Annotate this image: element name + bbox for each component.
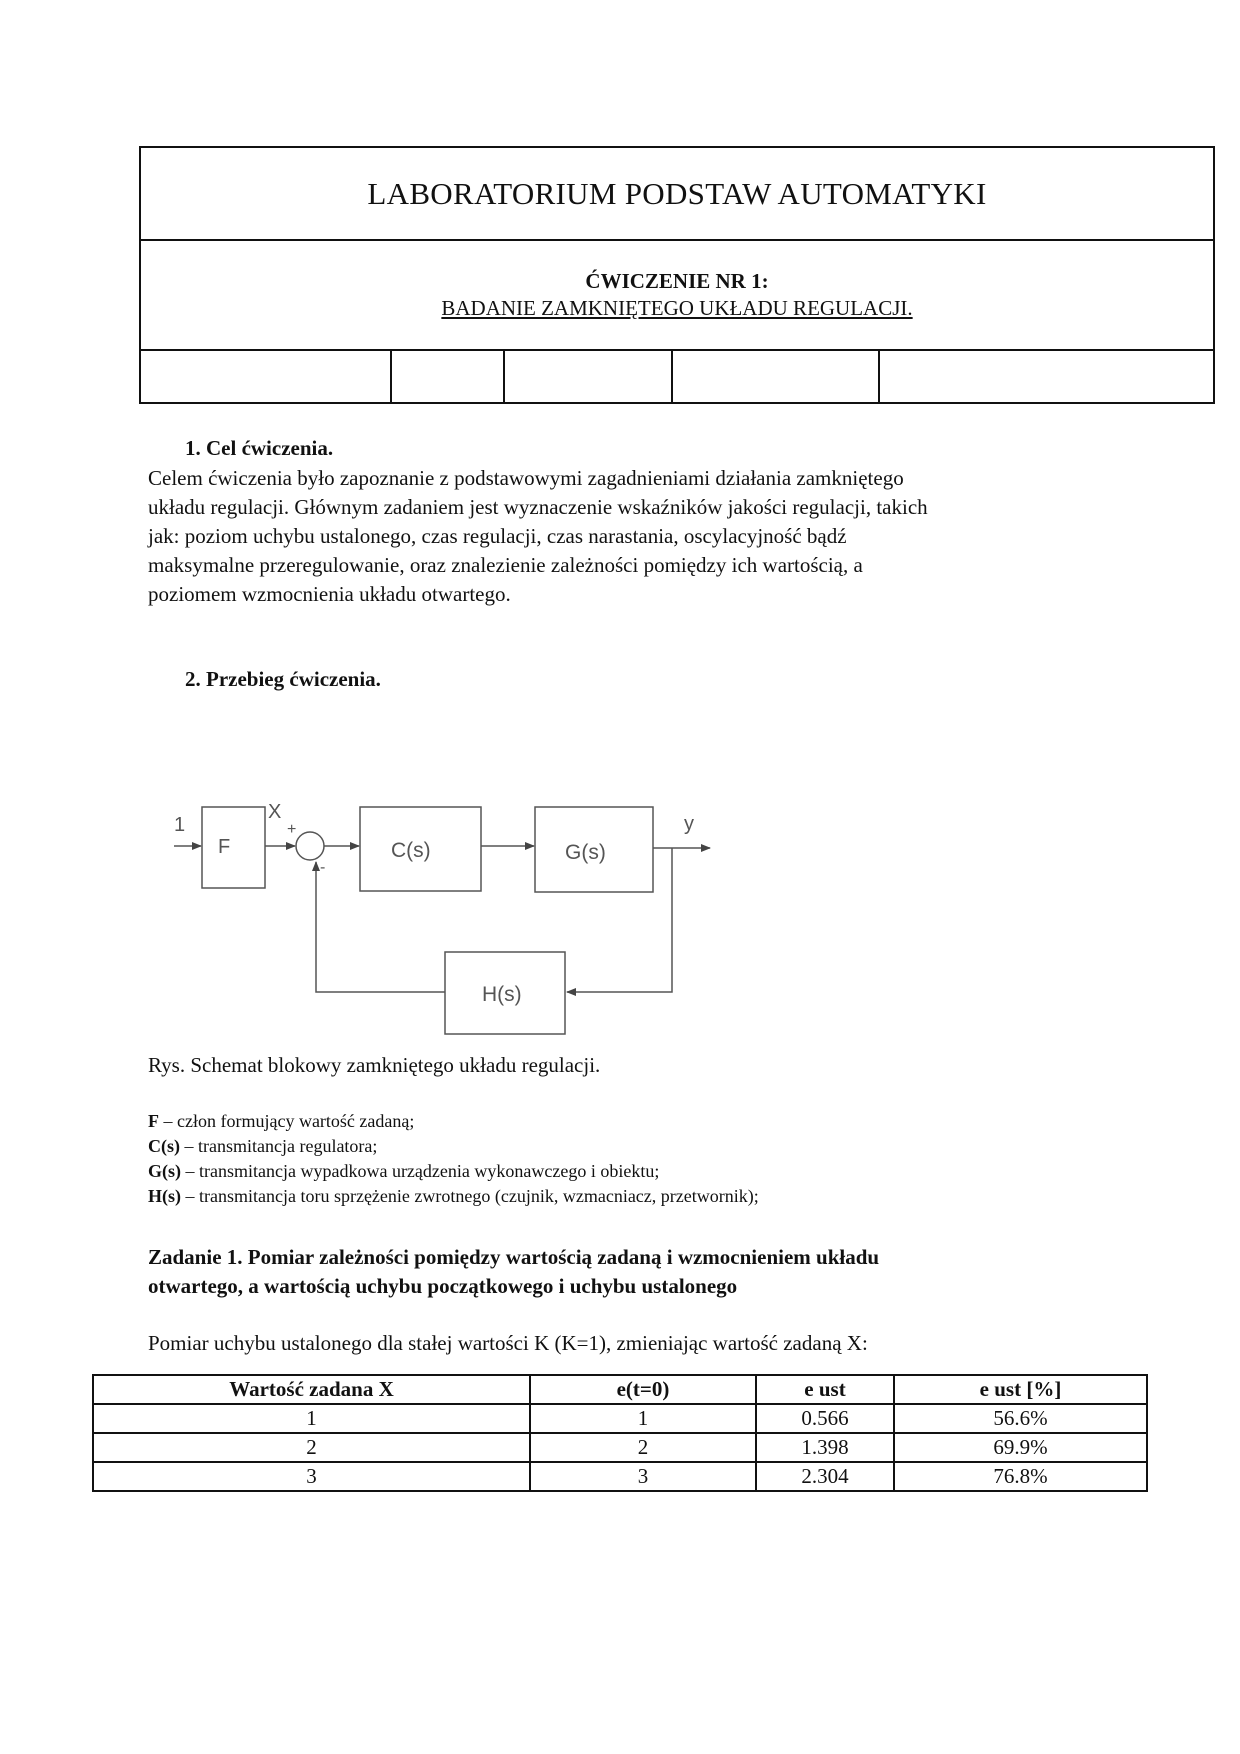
block-c-label: C(s) — [391, 839, 431, 862]
section-1-heading: 1. Cel ćwiczenia. — [185, 436, 334, 460]
legend-text: – transmitancja toru sprzężenie zwrotnego (czujnik, wzmacniacz, przetwornik); — [181, 1186, 759, 1206]
header-empty-cell — [392, 351, 505, 402]
paragraph-line: poziomem wzmocnienia układu otwartego. — [148, 582, 511, 606]
task-1-title — [148, 1243, 1198, 1301]
header-empty-cell — [505, 351, 673, 402]
table-row — [93, 1433, 1147, 1462]
input-label: 1 — [174, 814, 186, 836]
header-empty-cell — [141, 351, 392, 402]
table-cell: 1 — [93, 1404, 530, 1433]
lab-title: LABORATORIUM PODSTAW AUTOMATYKI — [141, 148, 1213, 241]
diagram-legend — [148, 1109, 1148, 1209]
legend-symbol: G(s) — [148, 1161, 181, 1181]
block-diagram — [160, 790, 740, 1040]
column-header: e ust [%] — [894, 1375, 1147, 1404]
output-label: y — [684, 813, 694, 835]
section-1-body — [148, 464, 1148, 609]
column-header: Wartość zadana X — [93, 1375, 530, 1404]
table-cell: 1.398 — [756, 1433, 894, 1462]
table-cell: 2 — [530, 1433, 756, 1462]
exercise-number: ĆWICZENIE NR 1: — [585, 269, 769, 293]
document-header — [139, 146, 1215, 404]
block-f — [202, 807, 265, 888]
table-cell: 0.566 — [756, 1404, 894, 1433]
summing-junction — [296, 832, 324, 860]
column-header: e(t=0) — [530, 1375, 756, 1404]
table-row — [93, 1462, 1147, 1491]
legend-item — [148, 1134, 1148, 1159]
table-cell: 2.304 — [756, 1462, 894, 1491]
feedback-path-to-h — [567, 848, 672, 992]
block-g-label: G(s) — [565, 841, 606, 864]
table-cell: 1 — [530, 1404, 756, 1433]
legend-item — [148, 1159, 1148, 1184]
table-cell: 3 — [93, 1462, 530, 1491]
legend-text: – człon formujący wartość zadaną; — [159, 1111, 415, 1131]
legend-symbol: F — [148, 1111, 159, 1131]
section-2-heading: 2. Przebieg ćwiczenia. — [185, 667, 381, 691]
legend-item — [148, 1184, 1148, 1209]
header-info-row — [141, 351, 1213, 402]
exercise-title: BADANIE ZAMKNIĘTEGO UKŁADU REGULACJI. — [441, 296, 913, 320]
header-empty-cell — [880, 351, 1213, 402]
signal-x-label: X — [268, 801, 282, 823]
table-cell: 56.6% — [894, 1404, 1147, 1433]
feedback-path-to-sum — [316, 862, 445, 992]
table-cell: 76.8% — [894, 1462, 1147, 1491]
paragraph-line: Celem ćwiczenia było zapoznanie z podstawowymi zagadnieniami działania zamkniętego — [148, 466, 904, 490]
header-empty-cell — [673, 351, 880, 402]
paragraph-line: układu regulacji. Głównym zadaniem jest wyznaczenie wskaźników jakości regulacji, takich — [148, 495, 928, 519]
column-header: e ust — [756, 1375, 894, 1404]
task-1-intro: Pomiar uchybu ustalonego dla stałej wartości K (K=1), zmieniając wartość zadaną X: — [148, 1331, 868, 1355]
table-cell: 2 — [93, 1433, 530, 1462]
legend-item — [148, 1109, 1148, 1134]
legend-text: – transmitancja regulatora; — [180, 1136, 378, 1156]
figure-caption: Rys. Schemat blokowy zamkniętego układu regulacji. — [148, 1053, 601, 1077]
block-h-label: H(s) — [482, 983, 522, 1006]
legend-text: – transmitancja wypadkowa urządzenia wykonawczego i obiektu; — [181, 1161, 660, 1181]
exercise-heading — [141, 241, 1213, 351]
legend-symbol: C(s) — [148, 1136, 180, 1156]
block-f-label: F — [218, 836, 231, 858]
table-cell: 3 — [530, 1462, 756, 1491]
table-cell: 69.9% — [894, 1433, 1147, 1462]
measurement-table — [92, 1374, 1148, 1492]
paragraph-line: jak: poziom uchybu ustalonego, czas regulacji, czas narastania, oscylacyjność bądź — [148, 524, 847, 548]
table-header-row — [93, 1375, 1147, 1404]
legend-symbol: H(s) — [148, 1186, 181, 1206]
task-title-line: otwartego, a wartością uchybu początkowego i uchybu ustalonego — [148, 1274, 738, 1298]
plus-sign: + — [287, 821, 297, 838]
minus-sign: - — [320, 859, 326, 876]
paragraph-line: maksymalne przeregulowanie, oraz znalezienie zależności pomiędzy ich wartością, a — [148, 553, 863, 577]
task-title-line: Zadanie 1. Pomiar zależności pomiędzy wartością zadaną i wzmocnieniem układu — [148, 1245, 880, 1269]
table-row — [93, 1404, 1147, 1433]
